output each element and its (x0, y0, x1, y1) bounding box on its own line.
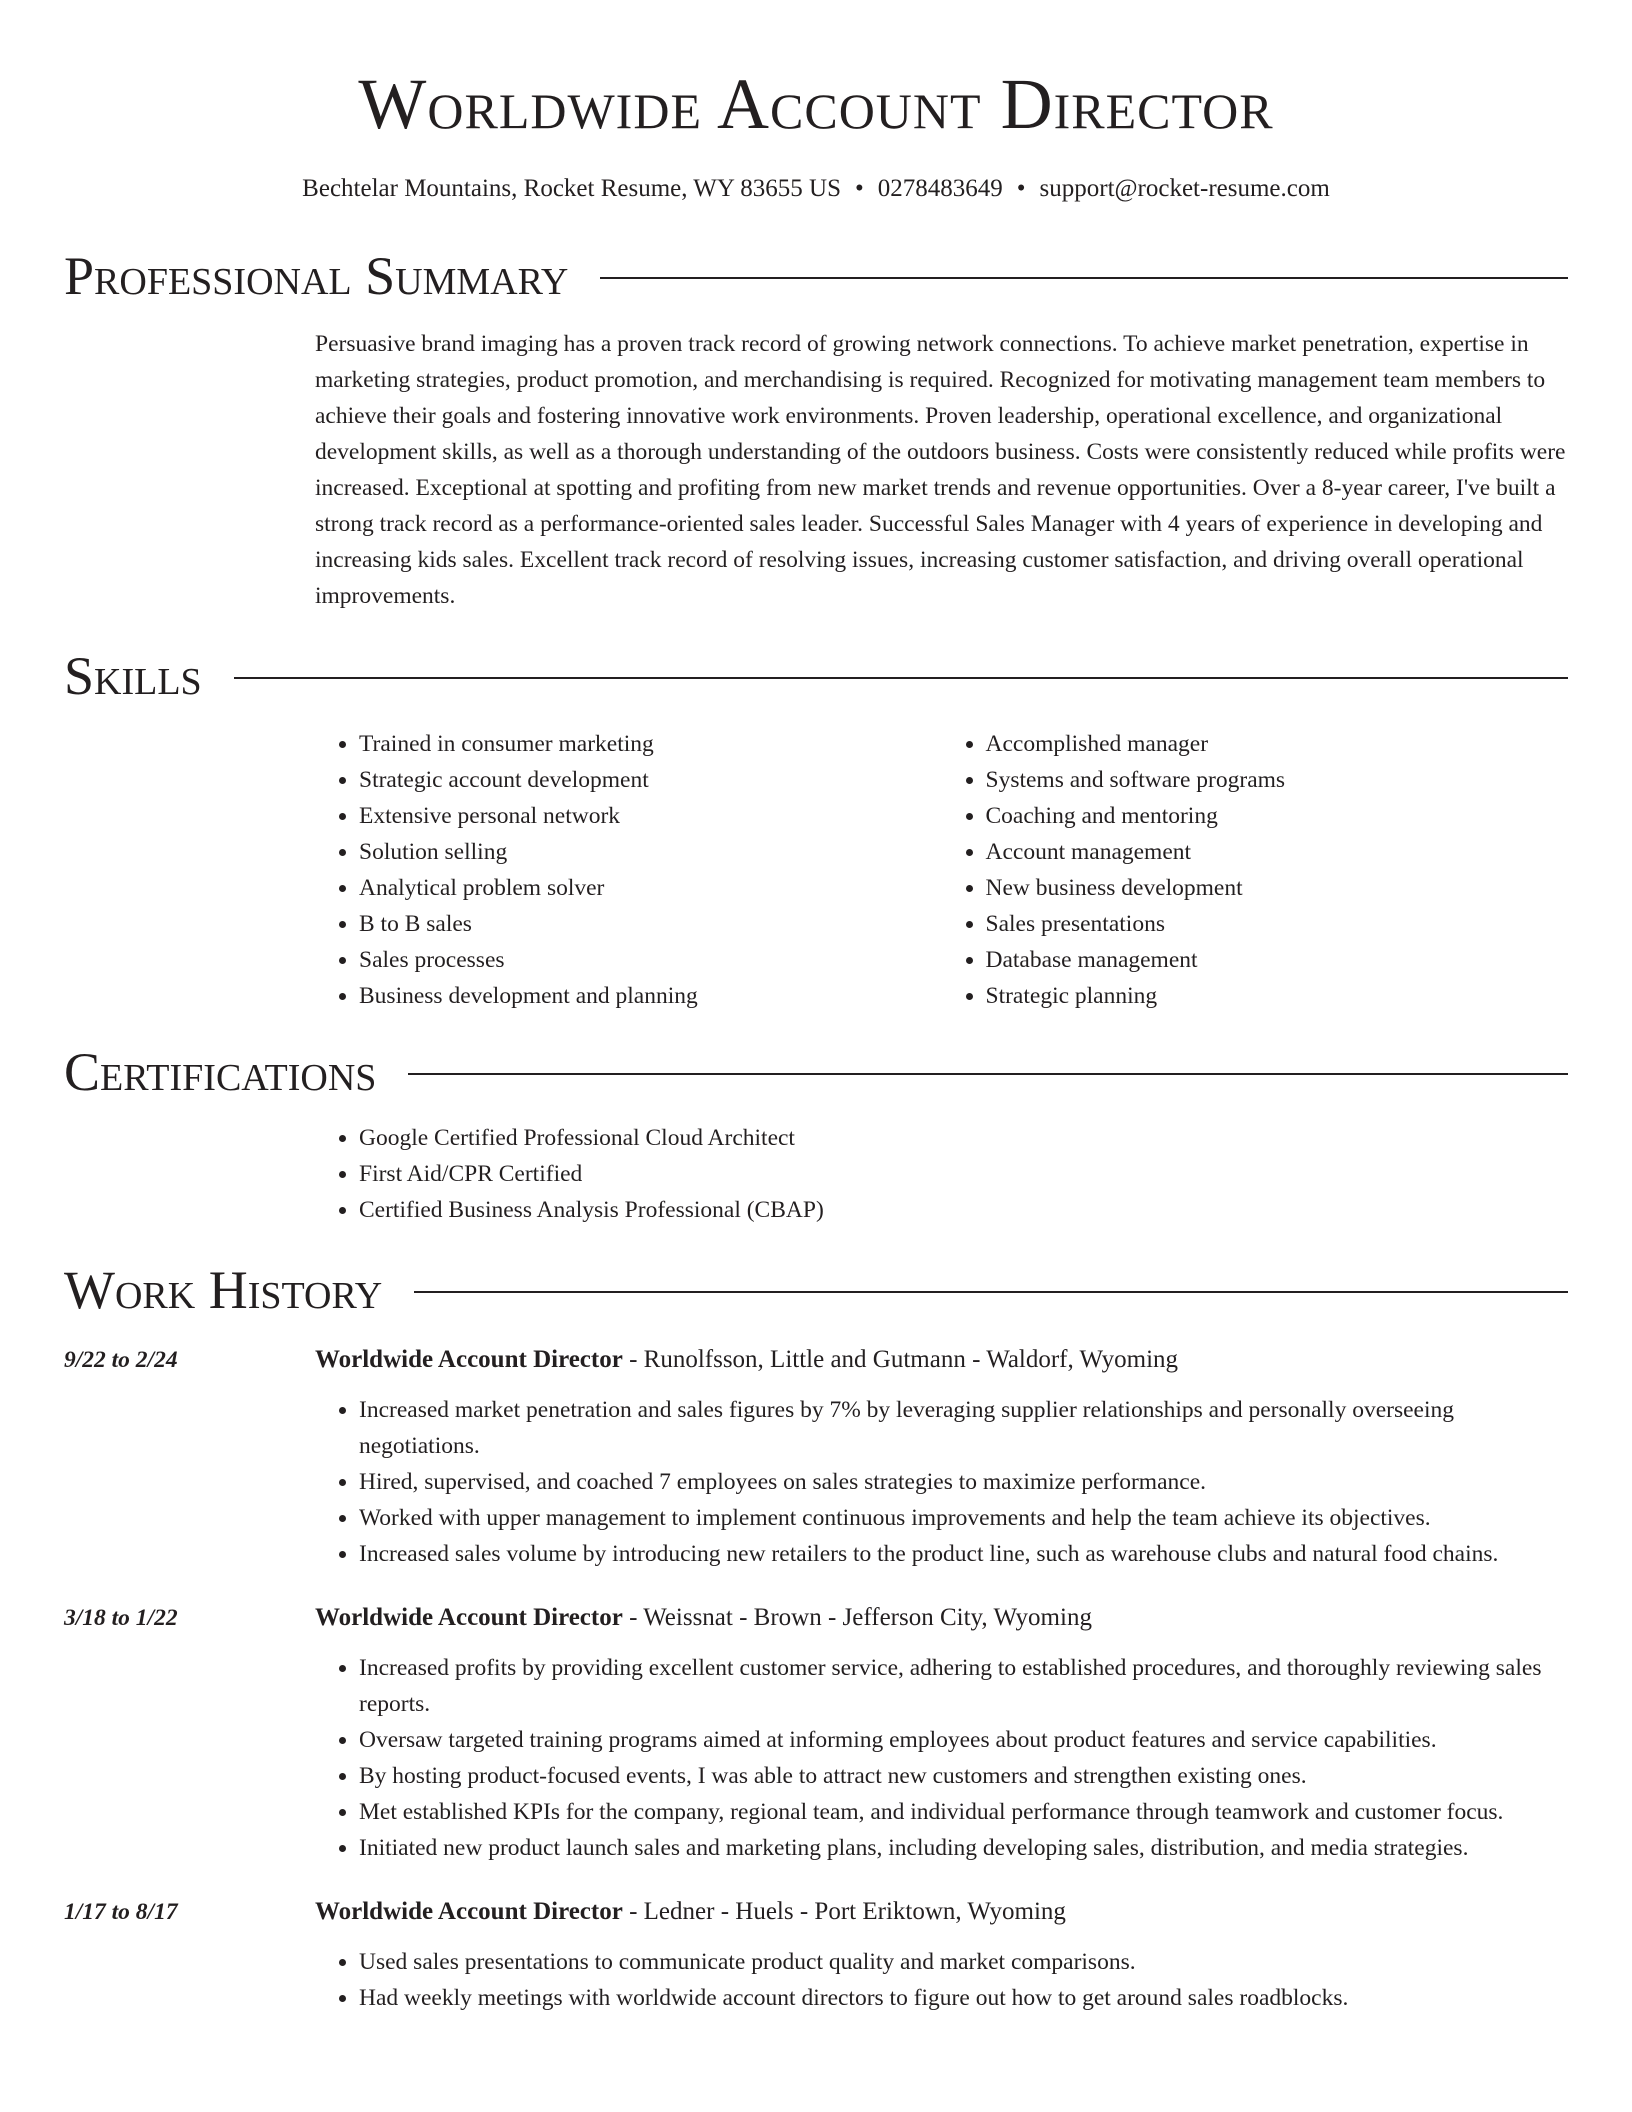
job-title: Worldwide Account Director (315, 1898, 623, 1925)
contact-separator: • (1016, 175, 1026, 202)
job-entry (64, 1342, 1568, 1572)
skills-section-title: Skills (64, 646, 202, 706)
certification-item: • Certified Business Analysis Professional (CBAP) (359, 1192, 1568, 1228)
job-company-location: - Weissnat - Brown - Jefferson City, Wyoming (622, 1604, 1092, 1631)
job-bullet: • Met established KPIs for the company, regional team, and individual performance through teamwork and customer focus. (359, 1794, 1568, 1830)
job-bullet: • Increased sales volume by introducing new retailers to the product line, such as warehouse clubs and natural food chains. (359, 1536, 1568, 1572)
job-heading (315, 1600, 1568, 1636)
job-entry (64, 1600, 1568, 1866)
skill-item: • Business development and planning (359, 978, 942, 1014)
skills-column-left (315, 726, 942, 1014)
certifications-section-header (64, 1042, 1568, 1102)
job-bullet: • Initiated new product launch sales and marketing plans, including developing sales, distribution, and media strategies. (359, 1830, 1568, 1866)
certification-item: • First Aid/CPR Certified (359, 1156, 1568, 1192)
job-dates: 3/18 to 1/22 (64, 1605, 178, 1631)
job-bullet: • Oversaw targeted training programs aimed at informing employees about product features and service capabilities. (359, 1722, 1568, 1758)
skill-item: • New business development (986, 870, 1569, 906)
job-details (315, 1342, 1568, 1572)
job-bullet: • Increased market penetration and sales figures by 7% by leveraging supplier relationships and personally overseeing negotiations. (359, 1392, 1568, 1464)
job-bullet: • By hosting product-focused events, I was able to attract new customers and strengthen existing ones. (359, 1758, 1568, 1794)
summary-section-title: Professional Summary (64, 246, 569, 306)
job-title: Worldwide Account Director (315, 1346, 623, 1373)
job-company-location: - Runolfsson, Little and Gutmann - Waldorf, Wyoming (622, 1346, 1179, 1373)
job-bullet: • Worked with upper management to implement continuous improvements and help the team achieve its objectives. (359, 1500, 1568, 1536)
certification-item: • Google Certified Professional Cloud Architect (359, 1120, 1568, 1156)
job-bullet-list (315, 1392, 1568, 1572)
skill-item: • Account management (986, 834, 1569, 870)
job-bullet-list (315, 1944, 1568, 2016)
job-bullet: • Hired, supervised, and coached 7 employees on sales strategies to maximize performance. (359, 1464, 1568, 1500)
skill-item: • Strategic planning (986, 978, 1569, 1014)
skill-item: • Solution selling (359, 834, 942, 870)
certifications-section-body (315, 1120, 1568, 1228)
job-heading (315, 1342, 1568, 1378)
skill-item: • Sales presentations (986, 906, 1569, 942)
skill-item: • Analytical problem solver (359, 870, 942, 906)
contact-separator: • (854, 175, 864, 202)
section-divider (600, 277, 1568, 279)
job-bullet: • Increased profits by providing excellent customer service, adhering to established procedures, and thoroughly reviewing sales reports. (359, 1650, 1568, 1722)
job-bullet-list (315, 1650, 1568, 1866)
skill-item: • Strategic account development (359, 762, 942, 798)
job-entry (64, 1894, 1568, 2016)
skill-item: • Sales processes (359, 942, 942, 978)
skills-column-right (942, 726, 1569, 1014)
skills-section-header (64, 646, 1568, 706)
job-title: Worldwide Account Director (315, 1604, 623, 1631)
section-divider (408, 1073, 1568, 1075)
summary-section-body (315, 326, 1568, 614)
resume-name: Worldwide Account Director (358, 64, 1274, 144)
job-bullet: • Had weekly meetings with worldwide account directors to figure out how to get around sales roadblocks. (359, 1980, 1568, 2016)
skill-item: • Accomplished manager (986, 726, 1569, 762)
certifications-list (315, 1120, 1568, 1228)
section-divider (234, 677, 1568, 679)
skill-item: • B to B sales (359, 906, 942, 942)
job-dates: 9/22 to 2/24 (64, 1347, 178, 1373)
job-bullet: • Used sales presentations to communicate product quality and market comparisons. (359, 1944, 1568, 1980)
certifications-section-title: Certifications (64, 1042, 377, 1102)
contact-address: Bechtelar Mountains, Rocket Resume, WY 83655 US (302, 175, 841, 202)
job-dates: 1/17 to 8/17 (64, 1899, 178, 1925)
contact-email[interactable]: support@rocket-resume.com (1039, 175, 1330, 202)
job-heading (315, 1894, 1568, 1930)
work-section-header (64, 1260, 1568, 1320)
skill-item: • Trained in consumer marketing (359, 726, 942, 762)
skills-list (315, 726, 1568, 1014)
skill-item: • Extensive personal network (359, 798, 942, 834)
job-company-location: - Ledner - Huels - Port Eriktown, Wyoming (622, 1898, 1066, 1925)
work-section-title: Work History (64, 1260, 383, 1320)
summary-text: Persuasive brand imaging has a proven track record of growing network connections. To achieve market penetration, expertise in marketing strategies, product promotion, and merchandising is required. Recognized for motivating management team members to achieve their goals and fostering innovative work environments. Proven leadership, operational excellence, and organizational development skills, as well as a thorough understanding of the outdoors business. Costs were consistently reduced while profits were increased. Exceptional at spotting and profiting from new market trends and revenue opportunities. Over a 8-year career, I've built a strong track record as a performance-oriented sales leader. Successful Sales Manager with 4 years of experience in developing and increasing kids sales. Excellent track record of resolving issues, increasing customer satisfaction, and driving overall operational improvements. (315, 331, 1566, 609)
section-divider (414, 1291, 1568, 1293)
skill-item: • Systems and software programs (986, 762, 1569, 798)
contact-phone: 0278483649 (877, 175, 1003, 202)
job-details (315, 1894, 1568, 2016)
skill-item: • Database management (986, 942, 1569, 978)
summary-section-header (64, 246, 1568, 306)
skill-item: • Coaching and mentoring (986, 798, 1569, 834)
job-details (315, 1600, 1568, 1866)
contact-line (64, 174, 1568, 204)
